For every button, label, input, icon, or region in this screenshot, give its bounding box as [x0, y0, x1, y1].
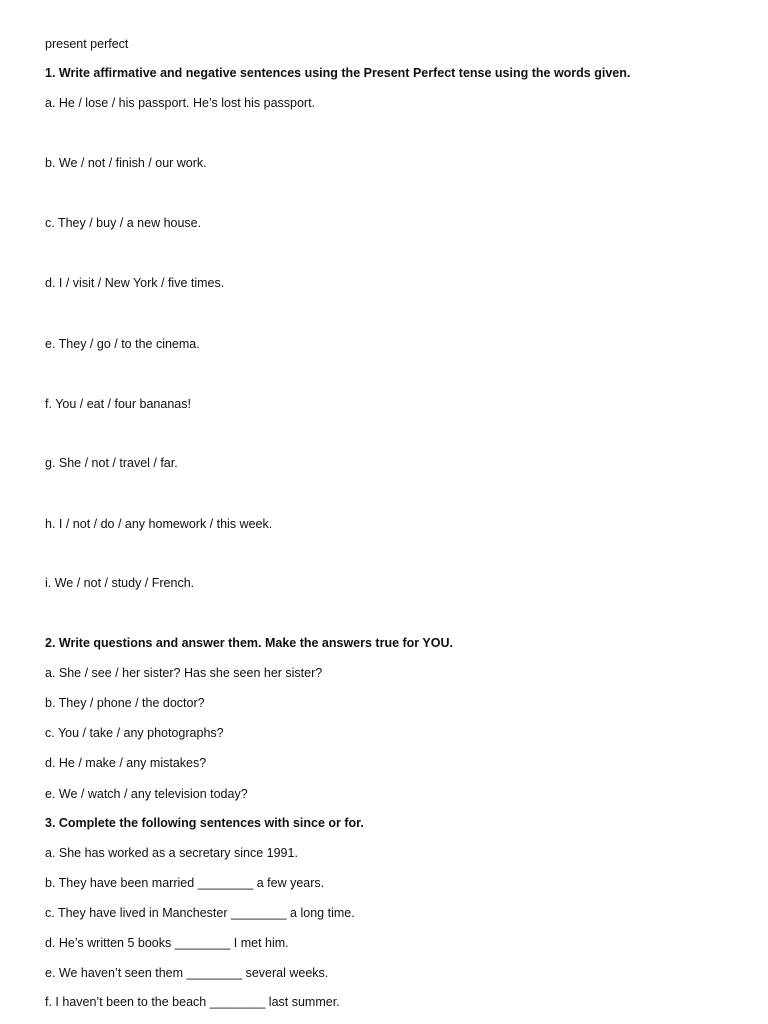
section-2-heading: 2. Write questions and answer them. Make the answers true for YOU.	[45, 636, 453, 650]
exercise-1a: a. He / lose / his passport. He’s lost his passport.	[45, 96, 316, 110]
exercise-3b: b. They have been married ________ a few years.	[45, 876, 325, 890]
exercise-1e: e. They / go / to the cinema.	[45, 337, 200, 351]
exercise-3a: a. She has worked as a secretary since 1991.	[45, 846, 298, 860]
exercise-3d: d. He’s written 5 books ________ I met him.	[45, 936, 289, 950]
exercise-2c: c. You / take / any photographs?	[45, 726, 224, 740]
exercise-1g: g. She / not / travel / far.	[45, 456, 178, 470]
exercise-1i: i. We / not / study / French.	[45, 576, 195, 590]
exercise-2b: b. They / phone / the doctor?	[45, 696, 205, 710]
section-3-heading: 3. Complete the following sentences with since or for.	[45, 816, 364, 830]
exercise-1h: h. I / not / do / any homework / this week.	[45, 517, 273, 531]
exercise-2d: d. He / make / any mistakes?	[45, 756, 207, 770]
exercise-2e: e. We / watch / any television today?	[45, 787, 248, 801]
exercise-1b: b. We / not / finish / our work.	[45, 156, 207, 170]
exercise-2a: a. She / see / her sister? Has she seen her sister?	[45, 666, 323, 680]
exercise-3e: e. We haven’t seen them ________ several weeks.	[45, 966, 329, 980]
exercise-1d: d. I / visit / New York / five times.	[45, 276, 225, 290]
exercise-1f: f. You / eat / four bananas!	[45, 397, 191, 411]
exercise-3c: c. They have lived in Manchester ________ a long time.	[45, 906, 355, 920]
section-1-heading: 1. Write affirmative and negative sentences using the Present Perfect tense using the words given.	[45, 66, 631, 80]
exercise-1c: c. They / buy / a new house.	[45, 216, 202, 230]
document-title: present perfect	[45, 37, 129, 51]
exercise-3f: f. I haven’t been to the beach ________ last summer.	[45, 995, 340, 1009]
